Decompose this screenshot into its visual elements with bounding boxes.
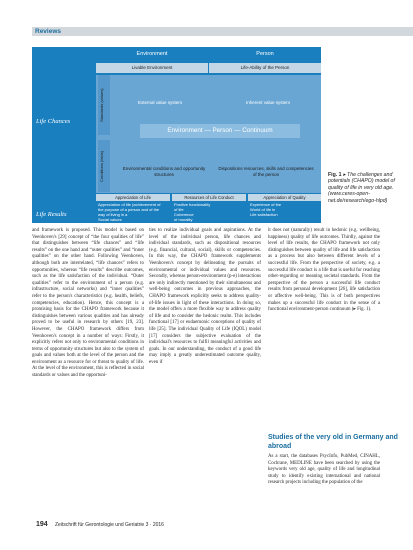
results-resources-line: of life	[174, 207, 184, 212]
paragraph: ties to realize individual goals and aspirations. At the level of the individual person, life chances and individual standards, such as dispositional resources (e.g. financial, cultural, social), skills or competencies. In this way, the CHAPO framework supplements Veenhoven's concept by delineating the pursuits of environmental or individual values and resources. Secondly, whereas person-environment (p-e) interactions are only indirectly mentioned by their simultaneous and well-being outcomes in previous approaches, the CHAPO framework explicitly seeks to address quality-of-life issues in light of these interactions. In doing so, the model offers a more flexible way to address quality of life and to consider the hedonic realm. This includes functional [17] or eudaemonic conceptions of quality of life [25]. The individual Quality of Life (IQOL) model [17] considers the subjective evaluation of the individual's resources to fulfil meaningful activities and goals. In our understanding, the conduct of a good life may imply a greatly underestimated outcome quality, even if	[149, 228, 261, 365]
standards-tag-label: Standards (values)	[99, 88, 104, 122]
results-appreciation-line: Life satisfaction	[250, 212, 278, 217]
results-appreciation-line: World of life in	[250, 207, 276, 212]
body-column-2	[149, 228, 261, 366]
column-header-environment: Environment	[136, 51, 168, 57]
results-utility-line: way of living in a	[98, 212, 128, 217]
results-appreciation	[248, 194, 321, 223]
studies-paragraph: As a start, the databases PsycInfo, PubMed, CINAHL, Cochrane, MEDLINE have been searched by using the keywords very old age, quality of life and longitudinal study to identify existing international and national research projects including the population of the	[268, 454, 380, 486]
page-footer	[0, 519, 413, 531]
figure-side	[32, 47, 96, 223]
side-label-chances: Life Chances	[36, 118, 71, 125]
results-resources-line: Coherence	[174, 212, 194, 217]
section-label: Reviews	[35, 28, 62, 35]
section-heading-studies: Studies of the very old in Germany and abroad	[268, 434, 398, 450]
subheader-ability: Life-Ability of the Person	[209, 63, 321, 73]
results-resources-head: Resources of Life Conduct	[172, 194, 246, 201]
figure-caption	[328, 172, 410, 204]
results-resources-body	[174, 202, 210, 227]
environmental-conditions-box: Environmental conditions and opportunity structures	[122, 166, 206, 177]
results-utility	[96, 194, 170, 223]
results-utility-head: Appreciation of Life	[96, 194, 170, 201]
results-appreciation-head: Appreciation of Quality	[248, 194, 321, 201]
results-utility-line: the purpose of a person and of the	[98, 207, 160, 212]
external-value-box: External value system	[137, 100, 183, 105]
results-resources	[172, 194, 246, 227]
body-column-1	[32, 228, 144, 380]
body-column-3	[268, 228, 380, 314]
section-bar	[32, 27, 413, 36]
column-header-person: Person	[256, 51, 274, 57]
figure-caption-label: Fig. 1	[328, 172, 342, 178]
results-appreciation-body	[250, 202, 281, 217]
conditions-tag-label: Conditions (facts)	[99, 150, 104, 182]
inherent-value-box: Inherent value system	[245, 100, 291, 105]
figure-caption-text: ▸ The challenges and potentials (CHAPO) model of quality of life in very old age. (www.ceres-open-net.de/research/ego-hlpd)	[328, 172, 395, 204]
continuum-label: Environment — Person — Continuum	[167, 127, 273, 134]
journal-name: Zeitschrift für Gerontologie und Geriatrie 3 · 2016	[55, 522, 164, 528]
paragraph: and framework is proposed. This model is based on Veenhoven's [29] concept of “the four qualities of life” that distinguishes between “life chances” and “life results” on the one hand and “outer qualities” and “inner qualities” on the other hand. Following Veenhoven, although both are interrelated, “life chances” refers to opportunities, whereas “life results” describe outcomes, such as the life satisfaction of the individual. “Outer qualities” refer to the environment of a person (e.g. infrastructure, social networks) and “inner qualities” refer to the person's characteristics (e.g. health, beliefs, competencies, education). Hence, this concept is a promising basis for the CHAPO framework because it distinguishes between various qualities and has already proved to be useful in research by others [19, 23]. However, the CHAPO framework differs from Veenhoven's concept in a number of ways: Firstly, it explicitly refers not only to environmental conditions in terms of opportunity structures but also to the system of goals and values both at the level of the person and the environment as a resource for or threat to quality of life. At the level of the environment, this is reflected in social standards or values and the opportuni-	[32, 228, 144, 379]
results-utility-line: Social values	[98, 217, 122, 222]
side-label-results: Life Results	[36, 211, 67, 218]
results-utility-body	[98, 202, 160, 222]
results-resources-line: Positive functionality	[174, 202, 211, 207]
dispositions-box: Dispositions resources, skills and competencies of the person	[218, 166, 314, 177]
continuum-band	[140, 124, 300, 138]
results-appreciation-line: Experience of the	[250, 202, 282, 207]
subheader-livable: Livable Environment	[96, 63, 208, 73]
page-number: 194	[36, 521, 48, 528]
results-resources-line: Satisfaction with life	[174, 222, 210, 227]
paragraph: it does not (naturally) result in hedonic (e.g. wellbeing, happiness) quality of life outcomes. Thirdly, against the level of life results, the CHAPO framework not only distinguishes between quality of life and life satisfaction as a process but also between different levels of a successful life. From the perspective of society, e.g. a successful life conduct is a life that is useful for reaching other-regarding or meaning societal standards. From the perspective of the person a successful life conduct results from personal development [26], life satisfaction or affective well-being. This is of both perspectives makes up a successful life conduct in the sense of a functional environment-person continuum (▸ Fig. 1).	[268, 228, 380, 313]
results-utility-line: Appreciation of life (achievement of	[98, 202, 161, 207]
results-resources-line: of morality	[174, 217, 193, 222]
